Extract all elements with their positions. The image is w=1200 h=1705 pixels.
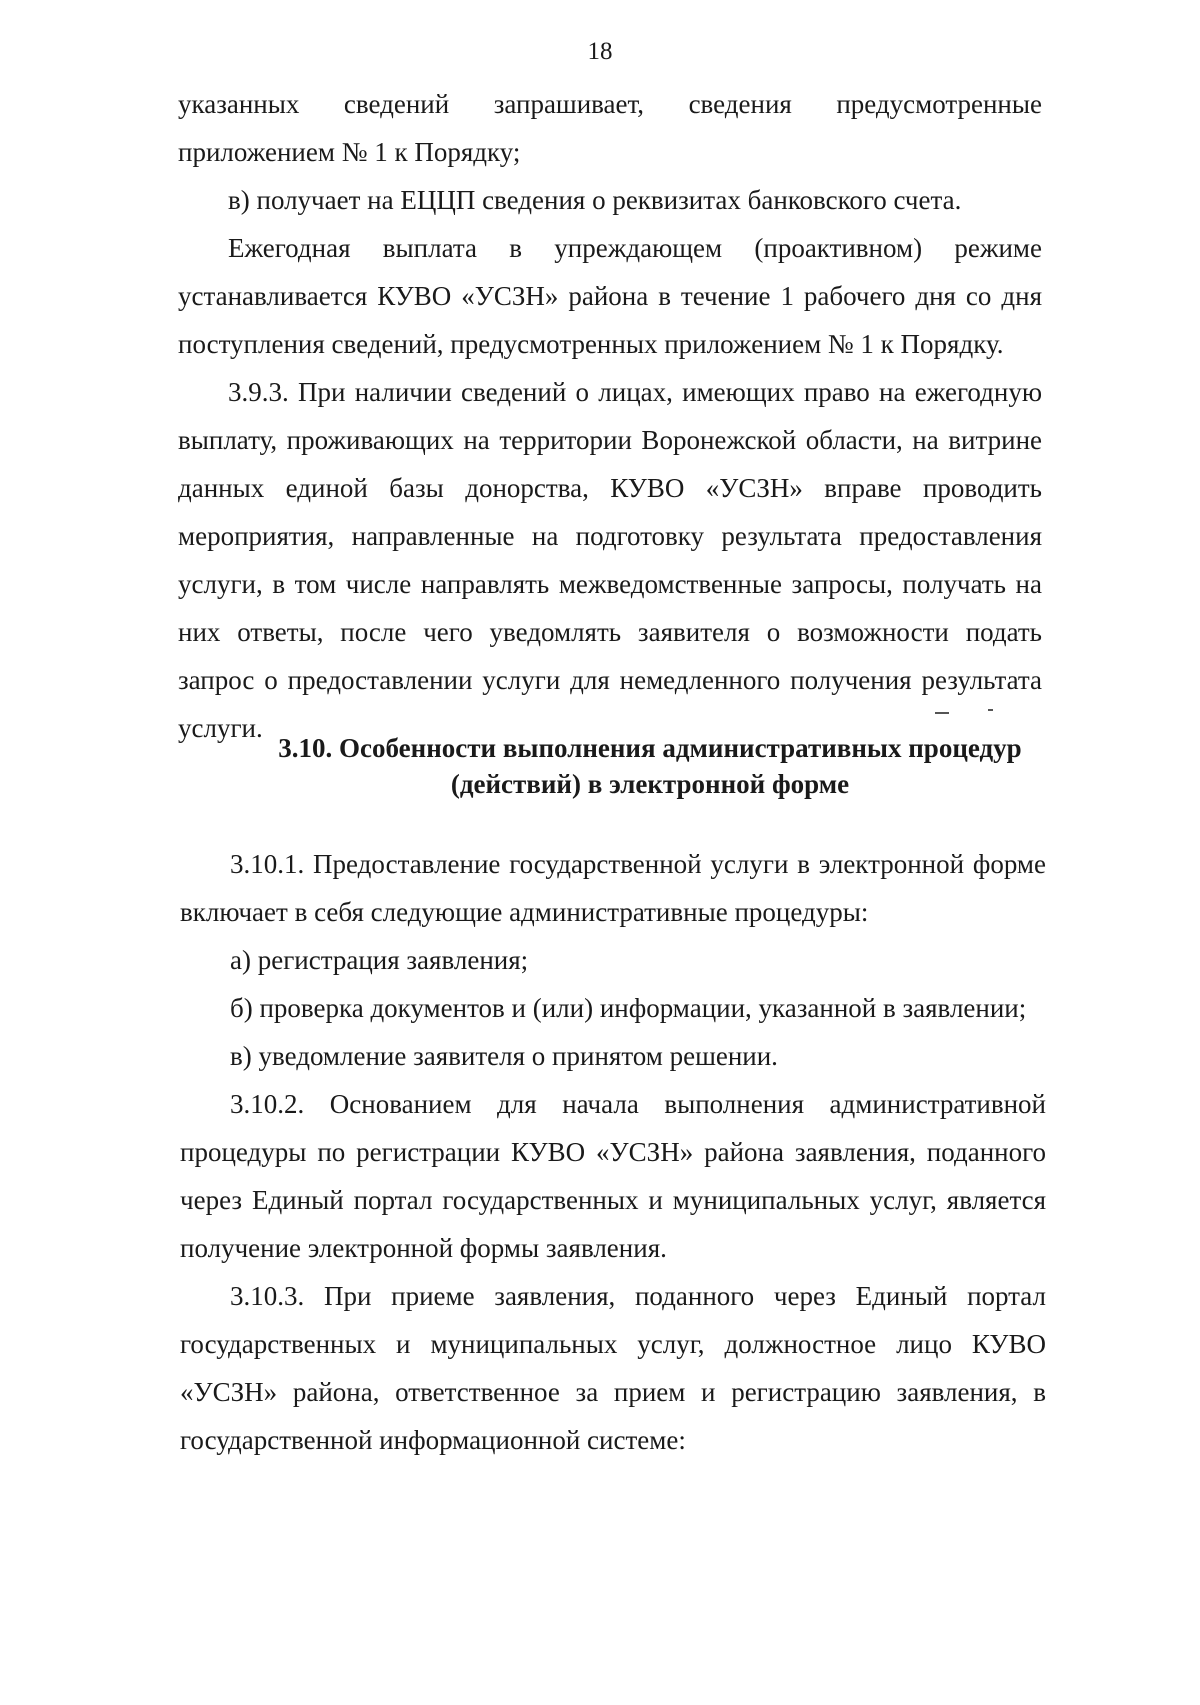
section-heading-line-1: 3.10. Особенности выполнения административных процедур [278,733,1022,763]
top-text-block [178,80,1042,752]
list-item-a: а) регистрация заявления; [230,945,529,975]
bottom-text-block [180,840,1046,1464]
list-item-b: б) проверка документов и (или) информации, указанной в заявлении; [230,993,1027,1023]
scan-mark [988,709,993,711]
paragraph-3-10-2: 3.10.2. Основанием для начала выполнения административной процедуры по регистрации КУВО «УСЗН» района заявления, поданного через Единый портал государственных и муниципальных услуг, является получение электронной формы заявления. [180,1089,1046,1263]
scan-mark [935,712,949,714]
paragraph-3-10-1: 3.10.1. Предоставление государственной услуги в электронной форме включает в себя следующие административные процедуры: [180,849,1046,927]
paragraph-item-v: в) получает на ЕЦЦП сведения о реквизитах банковского счета. [228,185,962,215]
section-heading [190,730,1110,802]
paragraph-3-10-3: 3.10.3. При приеме заявления, поданного через Единый портал государственных и муниципальных услуг, должностное лицо КУВО «УСЗН» района, ответственное за прием и регистрацию заявления, в государственной информационной системе: [180,1281,1046,1455]
section-heading-line-2: (действий) в электронной форме [450,769,850,799]
paragraph-3-9-3: 3.9.3. При наличии сведений о лицах, имеющих право на ежегодную выплату, проживающих на территории Воронежской области, на витрине данных единой базы донорства, КУВО «УСЗН» вправе проводить мероприятия, направленные на подготовку результата предоставления услуги, в том числе направлять межведомственные запросы, получать на них ответы, после чего уведомлять заявителя о возможности подать запрос о предоставлении услуги для немедленного получения результата услуги. [178,377,1042,743]
list-item-v: в) уведомление заявителя о принятом решении. [230,1041,778,1071]
paragraph-continuation: указанных сведений запрашивает, сведения предусмотренные приложением № 1 к Порядку; [178,89,1042,167]
page-number: 18 [587,38,613,65]
paragraph-annual-payment: Ежегодная выплата в упреждающем (проактивном) режиме устанавливается КУВО «УСЗН» района в течение 1 рабочего дня со дня поступления сведений, предусмотренных приложением № 1 к Порядку. [178,233,1042,359]
